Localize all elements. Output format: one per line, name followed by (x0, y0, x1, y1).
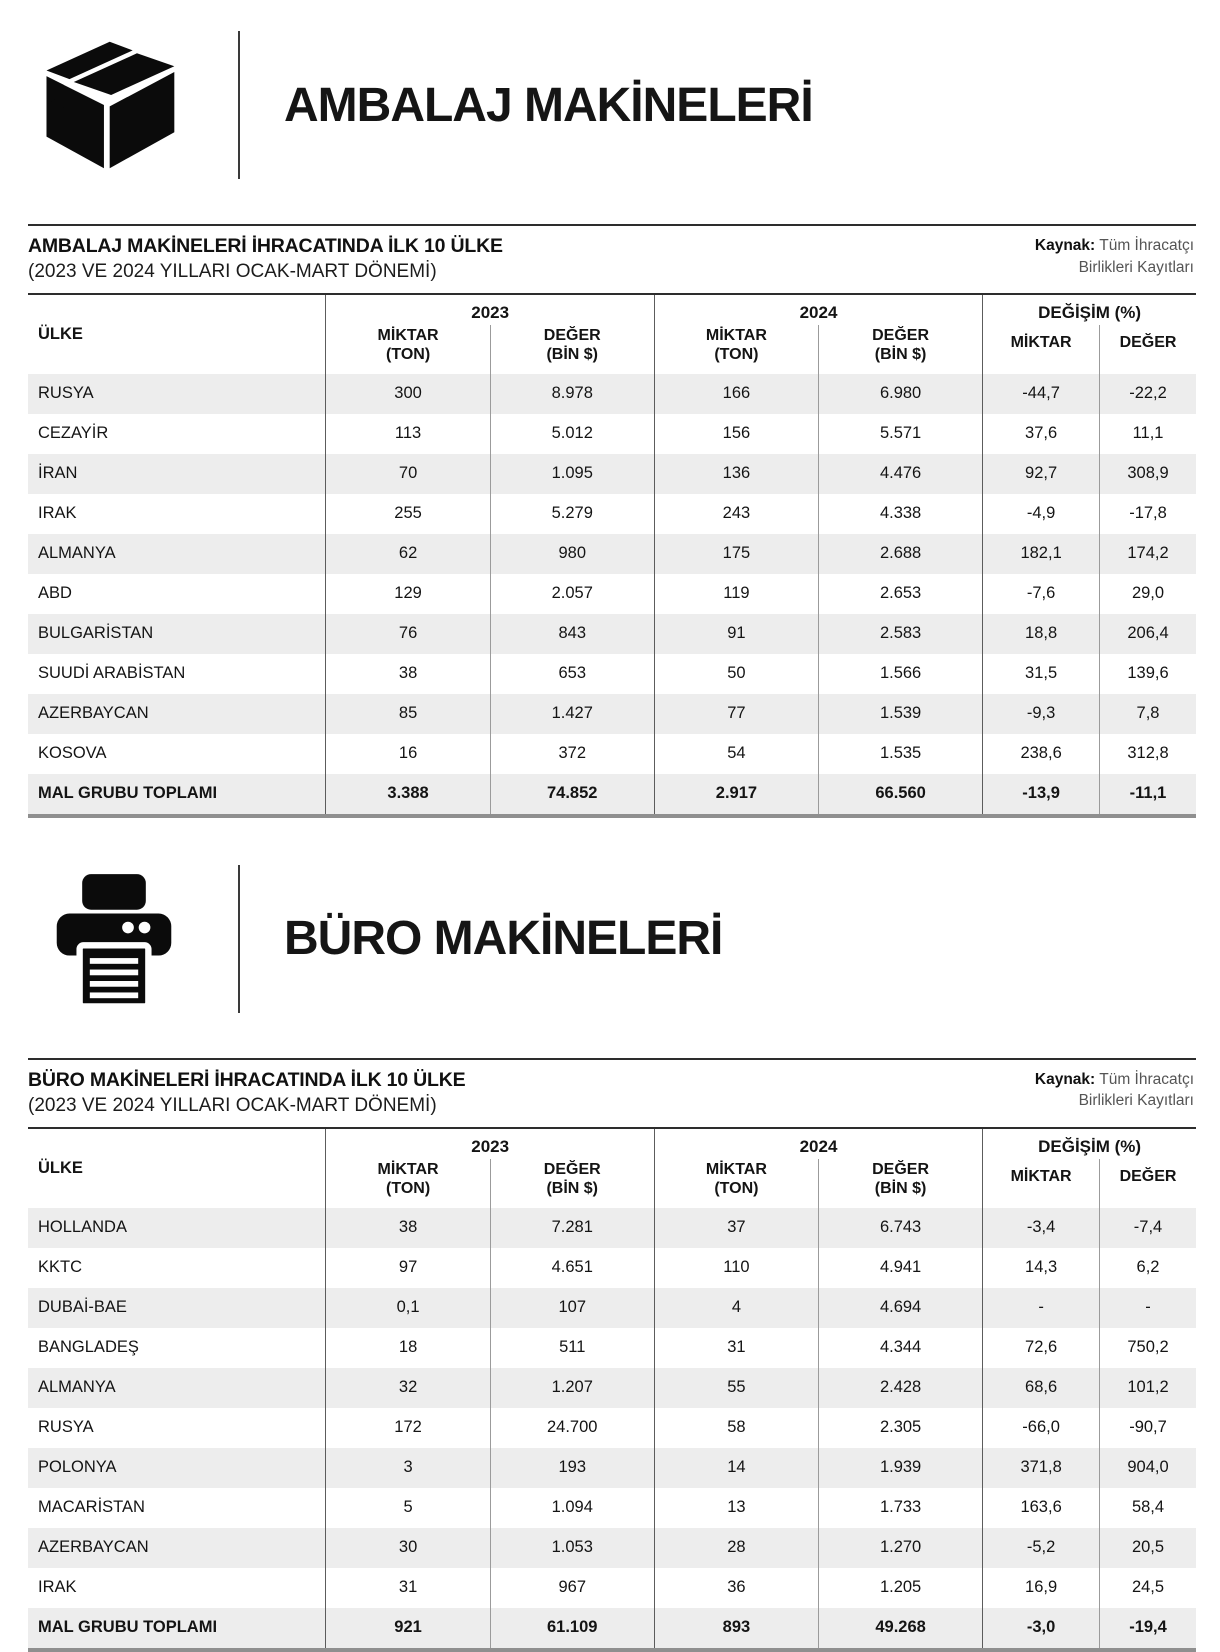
val-2023-cell: 1.053 (490, 1528, 654, 1568)
table-group-header-row (28, 1128, 1196, 1159)
change-val-cell: 24,5 (1100, 1568, 1196, 1608)
val-2023-cell: 1.427 (490, 694, 654, 734)
country-cell: AZERBAYCAN (38, 1538, 149, 1556)
source-label: Kaynak: (1034, 1070, 1096, 1088)
col-group-2023: 2023 (326, 1128, 654, 1159)
qty-2024-cell: 166 (654, 374, 818, 414)
col-header-qty-2023: MİKTAR (TON) (326, 325, 490, 374)
country-cell: AZERBAYCAN (38, 704, 149, 723)
table-row (28, 734, 1196, 774)
change-qty-cell: 18,8 (983, 614, 1100, 654)
val-2023-cell: 1.094 (490, 1488, 654, 1528)
table-title-block (28, 235, 503, 283)
change-val-cell: 174,2 (1100, 534, 1196, 574)
change-qty-cell: -3,0 (983, 1608, 1100, 1650)
val-2024-cell: 1.939 (819, 1448, 983, 1488)
qty-2024-cell: 893 (654, 1608, 818, 1650)
qty-2024-cell: 175 (654, 534, 818, 574)
qty-2023-cell: 31 (326, 1568, 490, 1608)
qty-2024-cell: 14 (654, 1448, 818, 1488)
col-header-val-2023: DEĞER (BİN $) (490, 325, 654, 374)
section-header-buro (28, 860, 1196, 1018)
country-cell: RUSYA (38, 1418, 94, 1436)
qty-2023-cell: 30 (326, 1528, 490, 1568)
change-val-cell: 750,2 (1100, 1328, 1196, 1368)
val-2024-cell: 66.560 (819, 774, 983, 816)
country-cell: MACARİSTAN (38, 1498, 145, 1516)
val-2024-cell: 2.583 (819, 614, 983, 654)
table-row (28, 1448, 1196, 1488)
qty-2024-cell: 243 (654, 494, 818, 534)
country-cell: SUUDİ ARABİSTAN (38, 664, 186, 683)
export-table-ambalaj (28, 293, 1196, 818)
change-val-cell: 308,9 (1100, 454, 1196, 494)
val-2023-cell: 967 (490, 1568, 654, 1608)
qty-2023-cell: 70 (326, 454, 490, 494)
change-qty-cell: -66,0 (983, 1408, 1100, 1448)
val-2024-cell: 4.338 (819, 494, 983, 534)
change-qty-cell: -7,6 (983, 574, 1100, 614)
qty-2023-cell: 18 (326, 1328, 490, 1368)
change-qty-cell: -4,9 (983, 494, 1100, 534)
change-val-cell: 20,5 (1100, 1528, 1196, 1568)
change-qty-cell: 371,8 (983, 1448, 1100, 1488)
val-2024-cell: 1.539 (819, 694, 983, 734)
change-qty-cell: - (983, 1288, 1100, 1328)
qty-2023-cell: 5 (326, 1488, 490, 1528)
col-group-2024: 2024 (654, 294, 982, 325)
table-title: BÜRO MAKİNELERİ İHRACATINDA İLK 10 ÜLKE (28, 1068, 466, 1091)
val-2024-cell: 1.270 (819, 1528, 983, 1568)
qty-2024-cell: 13 (654, 1488, 818, 1528)
table-row (28, 1288, 1196, 1328)
val-2024-cell: 6.743 (819, 1208, 983, 1248)
country-cell: KOSOVA (38, 744, 107, 763)
val-2023-cell: 1.207 (490, 1368, 654, 1408)
table-row (28, 374, 1196, 414)
val-2023-cell: 511 (490, 1328, 654, 1368)
qty-2024-cell: 37 (654, 1208, 818, 1248)
val-2023-cell: 4.651 (490, 1248, 654, 1288)
val-2023-cell: 5.012 (490, 414, 654, 454)
val-2023-cell: 1.095 (490, 454, 654, 494)
col-header-qty-2023: MİKTAR (TON) (326, 1159, 490, 1208)
val-2024-cell: 4.694 (819, 1288, 983, 1328)
qty-2024-cell: 55 (654, 1368, 818, 1408)
change-val-cell: 6,2 (1100, 1248, 1196, 1288)
change-qty-cell: 72,6 (983, 1328, 1100, 1368)
change-qty-cell: 31,5 (983, 654, 1100, 694)
col-group-2024: 2024 (654, 1128, 982, 1159)
country-cell: CEZAYİR (38, 424, 109, 443)
change-val-cell: -22,2 (1100, 374, 1196, 414)
col-header-val-2024: DEĞER (BİN $) (819, 1159, 983, 1208)
qty-2023-cell: 97 (326, 1248, 490, 1288)
change-val-cell: 29,0 (1100, 574, 1196, 614)
qty-2023-cell: 3 (326, 1448, 490, 1488)
table-row (28, 774, 1196, 816)
change-val-cell: -90,7 (1100, 1408, 1196, 1448)
source-line2: Birlikleri Kayıtları (1078, 258, 1194, 276)
table-row (28, 1248, 1196, 1288)
qty-2023-cell: 62 (326, 534, 490, 574)
country-cell: KKTC (38, 1258, 83, 1276)
val-2023-cell: 653 (490, 654, 654, 694)
qty-2023-cell: 85 (326, 694, 490, 734)
qty-2024-cell: 58 (654, 1408, 818, 1448)
col-header-change-qty: MİKTAR (983, 1159, 1100, 1208)
source-label: Kaynak: (1034, 237, 1096, 254)
country-cell: ALMANYA (38, 1378, 116, 1396)
table-row (28, 1568, 1196, 1608)
package-box-icon (28, 32, 200, 178)
table-row (28, 1608, 1196, 1650)
header-divider (238, 865, 240, 1013)
change-val-cell: 7,8 (1100, 694, 1196, 734)
val-2023-cell: 8.978 (490, 374, 654, 414)
qty-2023-cell: 38 (326, 1208, 490, 1248)
table-row (28, 574, 1196, 614)
source-note (1035, 235, 1194, 278)
change-val-cell: 206,4 (1100, 614, 1196, 654)
col-group-2023: 2023 (326, 294, 654, 325)
qty-2024-cell: 50 (654, 654, 818, 694)
qty-2023-cell: 129 (326, 574, 490, 614)
change-val-cell: 101,2 (1100, 1368, 1196, 1408)
table-row (28, 614, 1196, 654)
col-group-change: DEĞİŞİM (%) (983, 1128, 1196, 1159)
qty-2023-cell: 76 (326, 614, 490, 654)
country-cell: BULGARİSTAN (38, 624, 154, 643)
country-cell: IRAK (38, 504, 77, 523)
table-body (28, 1208, 1196, 1650)
qty-2024-cell: 54 (654, 734, 818, 774)
val-2023-cell: 980 (490, 534, 654, 574)
change-val-cell: - (1100, 1288, 1196, 1328)
table-subtitle: (2023 VE 2024 YILLARI OCAK-MART DÖNEMİ) (28, 1094, 437, 1116)
change-val-cell: -11,1 (1100, 774, 1196, 816)
table-row (28, 694, 1196, 734)
change-val-cell: -17,8 (1100, 494, 1196, 534)
table-meta-buro (28, 1060, 1196, 1127)
qty-2023-cell: 16 (326, 734, 490, 774)
table-row (28, 654, 1196, 694)
val-2024-cell: 1.733 (819, 1488, 983, 1528)
val-2023-cell: 74.852 (490, 774, 654, 816)
table-row (28, 1328, 1196, 1368)
val-2024-cell: 1.566 (819, 654, 983, 694)
change-qty-cell: -3,4 (983, 1208, 1100, 1248)
qty-2024-cell: 36 (654, 1568, 818, 1608)
qty-2024-cell: 156 (654, 414, 818, 454)
table-row (28, 494, 1196, 534)
country-cell: IRAK (38, 1578, 77, 1596)
source-line1: Tüm İhracatçı (1099, 237, 1194, 254)
table-row (28, 1488, 1196, 1528)
qty-2024-cell: 91 (654, 614, 818, 654)
source-line1: Tüm İhracatçı (1099, 1070, 1194, 1088)
col-header-change-val: DEĞER (1100, 325, 1196, 374)
col-header-country: ÜLKE (38, 1158, 83, 1177)
change-qty-cell: -44,7 (983, 374, 1100, 414)
qty-2024-cell: 136 (654, 454, 818, 494)
change-qty-cell: 163,6 (983, 1488, 1100, 1528)
export-table-buro (28, 1127, 1196, 1652)
section-title: AMBALAJ MAKİNELERİ (284, 78, 813, 132)
change-val-cell: 904,0 (1100, 1448, 1196, 1488)
val-2024-cell: 1.535 (819, 734, 983, 774)
table-row (28, 534, 1196, 574)
change-qty-cell: 68,6 (983, 1368, 1100, 1408)
val-2024-cell: 4.344 (819, 1328, 983, 1368)
country-cell: DUBAİ-BAE (38, 1298, 127, 1316)
qty-2023-cell: 38 (326, 654, 490, 694)
col-header-val-2023: DEĞER (BİN $) (490, 1159, 654, 1208)
printer-icon (28, 866, 200, 1012)
change-val-cell: 312,8 (1100, 734, 1196, 774)
change-val-cell: 58,4 (1100, 1488, 1196, 1528)
qty-2024-cell: 4 (654, 1288, 818, 1328)
header-divider (238, 31, 240, 179)
val-2024-cell: 1.205 (819, 1568, 983, 1608)
val-2023-cell: 2.057 (490, 574, 654, 614)
qty-2023-cell: 300 (326, 374, 490, 414)
val-2024-cell: 4.941 (819, 1248, 983, 1288)
table-row (28, 1368, 1196, 1408)
change-qty-cell: 37,6 (983, 414, 1100, 454)
table-row (28, 1528, 1196, 1568)
table-group-header-row (28, 294, 1196, 325)
qty-2023-cell: 3.388 (326, 774, 490, 816)
val-2024-cell: 6.980 (819, 374, 983, 414)
change-qty-cell: 16,9 (983, 1568, 1100, 1608)
val-2024-cell: 5.571 (819, 414, 983, 454)
qty-2024-cell: 31 (654, 1328, 818, 1368)
qty-2023-cell: 255 (326, 494, 490, 534)
val-2023-cell: 5.279 (490, 494, 654, 534)
qty-2024-cell: 110 (654, 1248, 818, 1288)
country-cell: RUSYA (38, 384, 94, 403)
table-title-block (28, 1069, 465, 1117)
col-header-change-qty: MİKTAR (983, 325, 1100, 374)
country-cell: BANGLADEŞ (38, 1338, 139, 1356)
qty-2023-cell: 172 (326, 1408, 490, 1448)
col-header-val-2024: DEĞER (BİN $) (819, 325, 983, 374)
val-2023-cell: 193 (490, 1448, 654, 1488)
country-cell: ALMANYA (38, 544, 116, 563)
table-row (28, 1408, 1196, 1448)
country-cell: MAL GRUBU TOPLAMI (28, 774, 326, 816)
change-val-cell: 139,6 (1100, 654, 1196, 694)
change-qty-cell: -13,9 (983, 774, 1100, 816)
val-2023-cell: 843 (490, 614, 654, 654)
change-val-cell: -19,4 (1100, 1608, 1196, 1650)
table-body (28, 374, 1196, 816)
col-header-qty-2024: MİKTAR (TON) (654, 1159, 818, 1208)
country-cell: MAL GRUBU TOPLAMI (28, 1608, 326, 1650)
qty-2024-cell: 28 (654, 1528, 818, 1568)
change-qty-cell: 238,6 (983, 734, 1100, 774)
qty-2024-cell: 2.917 (654, 774, 818, 816)
source-note (1035, 1069, 1194, 1112)
val-2024-cell: 2.688 (819, 534, 983, 574)
section-header-ambalaj (28, 26, 1196, 184)
change-val-cell: -7,4 (1100, 1208, 1196, 1248)
val-2023-cell: 61.109 (490, 1608, 654, 1650)
change-qty-cell: 92,7 (983, 454, 1100, 494)
col-header-qty-2024: MİKTAR (TON) (654, 325, 818, 374)
col-group-change: DEĞİŞİM (%) (983, 294, 1196, 325)
val-2023-cell: 7.281 (490, 1208, 654, 1248)
table-row (28, 454, 1196, 494)
table-row (28, 1208, 1196, 1248)
change-qty-cell: 182,1 (983, 534, 1100, 574)
qty-2024-cell: 119 (654, 574, 818, 614)
qty-2023-cell: 0,1 (326, 1288, 490, 1328)
change-qty-cell: -9,3 (983, 694, 1100, 734)
val-2024-cell: 4.476 (819, 454, 983, 494)
qty-2023-cell: 113 (326, 414, 490, 454)
section-title: BÜRO MAKİNELERİ (284, 912, 723, 966)
change-val-cell: 11,1 (1100, 414, 1196, 454)
country-cell: HOLLANDA (38, 1218, 127, 1236)
qty-2024-cell: 77 (654, 694, 818, 734)
val-2024-cell: 49.268 (819, 1608, 983, 1650)
country-cell: ABD (38, 584, 72, 603)
qty-2023-cell: 32 (326, 1368, 490, 1408)
val-2024-cell: 2.653 (819, 574, 983, 614)
table-subtitle: (2023 VE 2024 YILLARI OCAK-MART DÖNEMİ) (28, 261, 437, 282)
source-line2: Birlikleri Kayıtları (1078, 1092, 1194, 1110)
val-2023-cell: 372 (490, 734, 654, 774)
table-meta-ambalaj (28, 226, 1196, 293)
table-row (28, 414, 1196, 454)
country-cell: POLONYA (38, 1458, 117, 1476)
val-2024-cell: 2.305 (819, 1408, 983, 1448)
col-header-country: ÜLKE (38, 324, 83, 343)
val-2023-cell: 24.700 (490, 1408, 654, 1448)
change-qty-cell: 14,3 (983, 1248, 1100, 1288)
col-header-change-val: DEĞER (1100, 1159, 1196, 1208)
qty-2023-cell: 921 (326, 1608, 490, 1650)
val-2023-cell: 107 (490, 1288, 654, 1328)
table-title: AMBALAJ MAKİNELERİ İHRACATINDA İLK 10 ÜLKE (28, 235, 503, 257)
val-2024-cell: 2.428 (819, 1368, 983, 1408)
change-qty-cell: -5,2 (983, 1528, 1100, 1568)
country-cell: İRAN (38, 464, 78, 483)
